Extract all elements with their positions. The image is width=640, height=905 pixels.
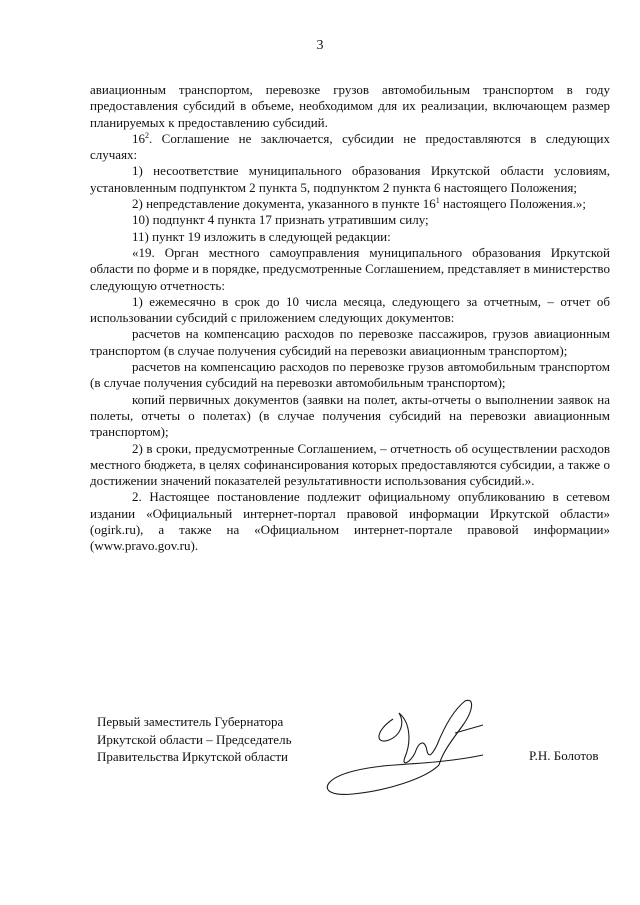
position-line-3: Правительства Иркутской области — [97, 749, 289, 764]
paragraph-air-calculations: расчетов на компенсацию расходов по перевозке пассажиров, грузов авиационным транспортом (в случае получения субсидий на перевозки авиационным транспортом); — [90, 326, 610, 358]
reference-superscript: 1 — [435, 196, 440, 206]
position-line-1: Первый заместитель Губернатора — [97, 714, 284, 729]
paragraph-primary-documents: копий первичных документов (заявки на полет, акты-отчеты о выполнении заявок на полеты, отчеты о полетах) (в случае получения субсидий на перевозки авиационным транспортом); — [90, 391, 610, 440]
paragraph-item-19: «19. Орган местного самоуправления муниципального образования Иркутской области по форме и в порядке, предусмотренные Соглашением, представляет в министерство следующую отчетность: — [90, 244, 610, 293]
item-number: 16 — [132, 130, 145, 146]
paragraph-monthly-report: 1) ежемесячно в срок до 10 числа месяца, следующего за отчетным, – отчет об использовании субсидий с приложением следующих документов: — [90, 293, 610, 326]
paragraph-item-10: 10) подпункт 4 пункта 17 признать утратившим силу; — [132, 212, 429, 228]
paragraph-text: 2) непредставление документа, указанного в пункте 16 — [132, 196, 436, 212]
paragraph-publication: 2. Настоящее постановление подлежит официальному опубликованию в сетевом издании «Официальный интернет-портал правовой информации Иркутской области» (ogirk.ru), а также на «Официальном интернет-портале правовой информации» (www.pravo.gov.ru). — [90, 489, 610, 554]
paragraph-item-11: 11) пункт 19 изложить в следующей редакции: — [132, 228, 391, 244]
paragraph-sub-1: 1) несоответствие муниципального образования Иркутской области условиям, установленным подпунктом 2 пункта 5, подпунктом 2 пункта 6 настоящего Положения; — [90, 163, 610, 195]
paragraph-budget-report: 2) в сроки, предусмотренные Соглашением, – отчетность об осуществлении расходов местного бюджета, в целях софинансирования которых предоставляются субсидии, а также о достижении значений показателей результативности использования субсидий.». — [90, 440, 610, 489]
signatory-position — [97, 713, 347, 766]
handwritten-signature — [315, 695, 495, 800]
item-number-superscript: 2 — [145, 130, 149, 140]
paragraph-text: . Соглашение не заключается, субсидии не предоставляются в следующих случаях: — [90, 130, 610, 163]
page-number: 3 — [316, 38, 324, 53]
signatory-name: Р.Н. Болотов — [529, 748, 599, 763]
document-body — [90, 82, 610, 555]
paragraph-road-calculations: расчетов на компенсацию расходов по перевозке грузов автомобильным транспортом (в случае получения субсидий на перевозки автомобильным транспортом); — [90, 359, 610, 391]
paragraph-16-2 — [90, 131, 610, 164]
paragraph-sub-2 — [90, 196, 610, 212]
paragraph-text-tail: настоящего Положения.»; — [439, 196, 587, 212]
paragraph-continuation: авиационным транспортом, перевозке грузов автомобильным транспортом в году предоставления субсидий в объеме, необходимом для их реализации, включающем размер планируемых к предоставлению субсидий. — [90, 82, 610, 130]
position-line-2: Иркутской области – Председатель — [97, 731, 292, 747]
